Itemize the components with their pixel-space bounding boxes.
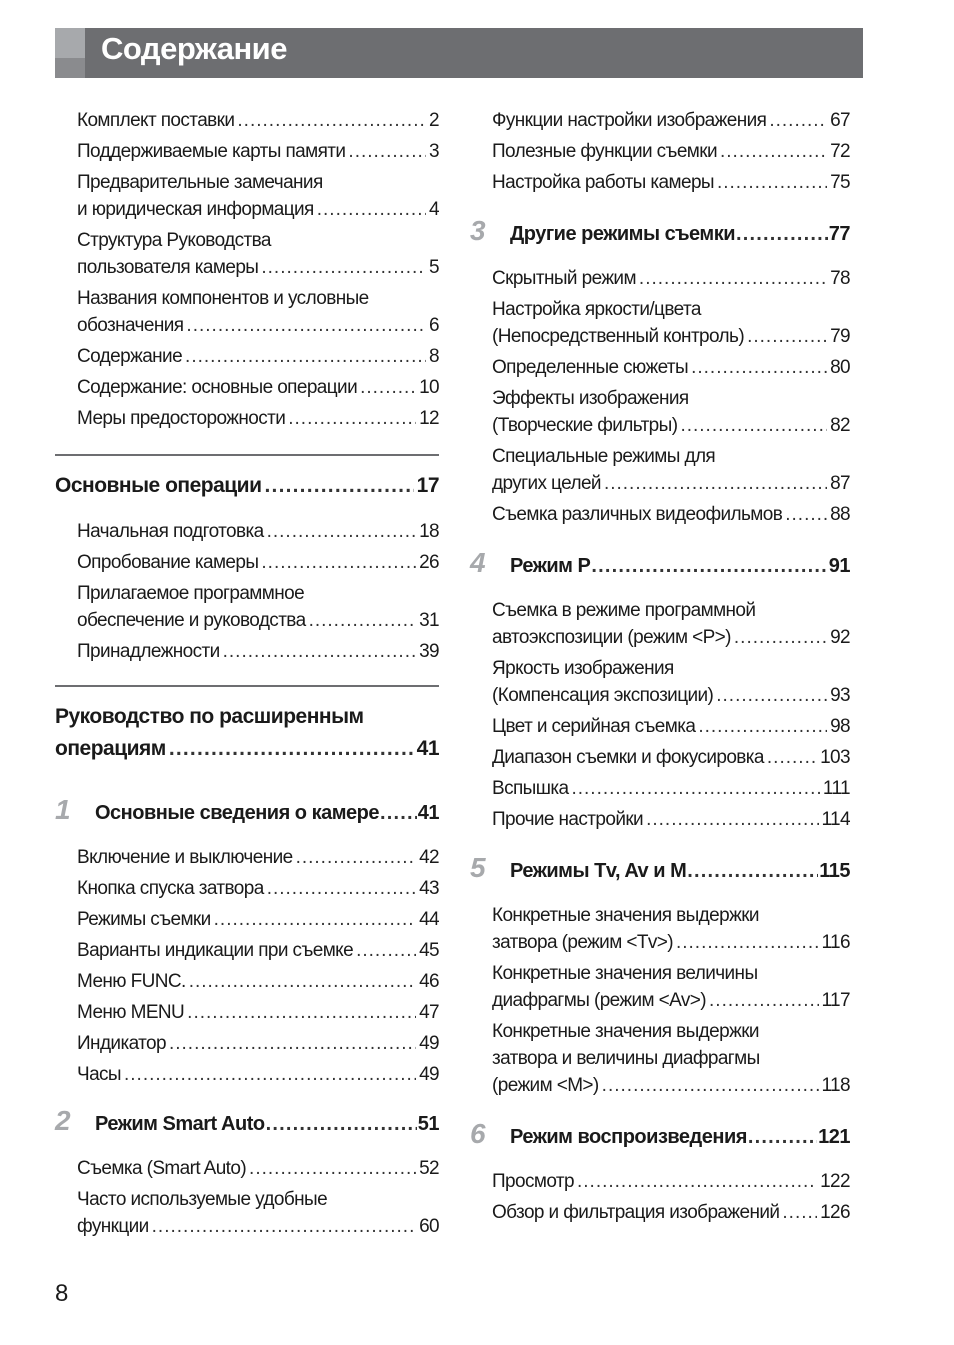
toc-entry-page: 46 [419,971,439,992]
toc-entry-text: Режимы съемки [77,909,211,930]
title-bar [55,28,863,78]
toc-entry-row [492,987,850,1014]
chapter-title: Режимы Tv, Av и M [510,860,687,882]
chapter-title: Режим P [510,555,591,577]
chapter-entries [55,1153,439,1242]
toc-entry-page: 80 [830,357,850,378]
leader-dots [604,470,827,497]
toc-entry-text: Комплект поставки [77,110,235,131]
right-column [470,105,850,1228]
toc-entry[interactable] [492,595,850,653]
toc-entry-page: 10 [419,377,439,398]
leader-dots [261,254,426,281]
toc-entry-row [492,929,850,956]
leader-dots [309,607,417,634]
toc-entry-text: Съемка (Smart Auto) [77,1158,247,1179]
toc-entry[interactable] [492,383,850,441]
toc-entry-text: Опробование камеры [77,552,259,573]
leader-dots [691,354,827,381]
leader-dots [296,844,417,871]
toc-entry-page: 39 [419,641,439,662]
toc-entry-page: 49 [419,1064,439,1085]
leader-dots [237,107,426,134]
chapter-heading[interactable] [55,1106,439,1139]
toc-entry-text: Начальная подготовка [77,521,264,542]
section-title: Основные операции [55,474,262,497]
toc-entry[interactable] [77,1059,439,1090]
toc-entry-page: 118 [821,1075,850,1096]
toc-entry-text: (Непосредственный контроль) [492,326,745,347]
toc-entry-row [492,354,850,381]
toc-entry-row [77,875,439,902]
leader-dots [189,968,416,995]
toc-entry[interactable] [492,804,850,835]
section-basic-operations[interactable] [55,470,439,502]
toc-entry-page: 122 [820,1171,850,1192]
chapter-page: 41 [417,802,439,824]
leader-dots [380,798,417,828]
toc-entry-row [492,107,850,134]
toc-entry-page: 116 [821,932,850,953]
toc-entry-text: (Творческие фильтры) [492,415,678,436]
chapter-heading[interactable] [470,216,850,249]
toc-entry-text: Меры предосторожности [77,408,286,429]
leader-dots [591,551,827,581]
toc-entry-page: 3 [429,141,439,162]
toc-entry-text: затвора (режим <Tv>) [492,932,673,953]
chapter-page: 115 [819,860,850,882]
intro-list [470,105,850,198]
toc-entry-page: 2 [429,110,439,131]
toc-entry-row [77,937,439,964]
toc-entry-page: 72 [830,141,850,162]
chapter-number: 5 [470,852,486,883]
toc-entry-page: 92 [830,627,850,648]
toc-entry[interactable] [77,403,439,434]
toc-entry-text: затвора и величины диафрагмы [492,1048,760,1069]
toc-entry-row [77,999,439,1026]
chapter-4 [470,548,850,835]
leader-dots [169,733,414,765]
toc-entry-page: 44 [419,909,439,930]
toc-entry-row [492,1199,850,1226]
leader-dots [577,1168,817,1195]
toc-entry[interactable] [492,294,850,352]
toc-entry[interactable] [77,136,439,167]
toc-entry[interactable] [77,842,439,873]
chapter-page: 77 [828,223,850,245]
intro-list [55,105,439,434]
toc-entry[interactable] [77,904,439,935]
chapter-3 [470,216,850,530]
toc-entry[interactable] [492,441,850,499]
leader-dots [736,219,828,249]
leader-dots [676,929,819,956]
leader-dots [267,875,416,902]
chapter-6 [470,1119,850,1228]
toc-entry[interactable] [492,352,850,383]
leader-dots [169,1030,416,1057]
toc-entry-row [492,1168,850,1195]
chapter-heading[interactable] [470,548,850,581]
toc-entry-text: Часто используемые удобные [77,1189,328,1210]
chapter-page: 121 [818,1126,850,1148]
left-column [55,105,439,1242]
toc-entry[interactable] [77,341,439,372]
toc-entry-page: 43 [419,878,439,899]
toc-entry-text: Просмотр [492,1171,574,1192]
leader-dots [185,343,426,370]
toc-entry-page: 42 [419,847,439,868]
toc-entry-row [77,405,439,432]
leader-dots [769,107,827,134]
toc-entry-text: Конкретные значения выдержки [492,905,759,926]
toc-entry-page: 126 [820,1202,850,1223]
toc-entry-text: автоэкспозиции (режим <P>) [492,627,731,648]
toc-entry[interactable] [77,225,439,283]
toc-entry-row [77,906,439,933]
toc-entry-page: 47 [419,1002,439,1023]
toc-entry[interactable] [492,711,850,742]
leader-dots [267,518,416,545]
leader-dots [317,196,426,223]
toc-entry-text: Вспышка [492,778,569,799]
chapter-5 [470,853,850,1101]
toc-entry-row [77,1155,439,1182]
toc-entry-text: Настройка работы камеры [492,172,714,193]
toc-entry[interactable] [492,1166,850,1197]
toc-entry-row [492,1072,850,1099]
toc-entry-row [492,412,850,439]
toc-entry-page: 93 [830,685,850,706]
toc-entry[interactable] [77,167,439,225]
leader-dots [782,1199,817,1226]
toc-entry-text: Съемка в режиме программной [492,600,756,621]
leader-dots [187,999,416,1026]
toc-entry-row [492,265,850,292]
chapter-title: Режим воспроизведения [510,1126,747,1148]
chapter-heading[interactable] [470,1119,850,1152]
toc-entry-text: Принадлежности [77,641,220,662]
toc-entry-row [77,549,439,576]
toc-entry-text: Полезные функции съемки [492,141,717,162]
toc-entry-text: Содержание [77,346,183,367]
toc-entry[interactable] [492,958,850,1016]
toc-entry[interactable] [77,966,439,997]
toc-entry-text: Обзор и фильтрация изображений [492,1202,780,1223]
toc-entry-row [77,374,439,401]
toc-entry-row [77,844,439,871]
leader-dots [356,937,416,964]
leader-dots [709,987,818,1014]
toc-entry-page: 18 [419,521,439,542]
toc-entry-row [77,343,439,370]
toc-entry[interactable] [77,578,439,636]
toc-entry[interactable] [492,105,850,136]
leader-dots [748,1122,817,1152]
toc-entry[interactable] [77,873,439,904]
toc-entry-row [492,169,850,196]
toc-entry-text: Меню FUNC. [77,971,186,992]
leader-dots [265,470,414,502]
toc-entry[interactable] [492,136,850,167]
toc-entry[interactable] [77,1184,439,1242]
chapter-page: 51 [417,1113,439,1135]
chapter-entries [55,842,439,1090]
toc-entry-page: 6 [429,315,439,336]
leader-dots [249,1155,416,1182]
toc-entry-page: 103 [820,747,850,768]
toc-entry-page: 111 [822,778,850,799]
page-number: 8 [55,1280,69,1307]
toc-entry[interactable] [77,935,439,966]
toc-entry-text: пользователя камеры [77,257,259,278]
toc-entry-text: обозначения [77,315,184,336]
toc-entry-page: 75 [830,172,850,193]
toc-entry-row [77,107,439,134]
toc-entry-text: Съемка различных видеофильмов [492,504,783,525]
leader-dots [214,906,416,933]
toc-entry-row [492,775,850,802]
section-title-line: операциям [55,737,166,760]
chapter-heading[interactable] [55,795,439,828]
toc-entry-row [77,638,439,665]
toc-entry-text: Меню MENU [77,1002,185,1023]
leader-dots [646,806,818,833]
toc-entry[interactable] [492,1197,850,1228]
leader-dots [261,549,416,576]
leader-dots [687,856,818,886]
leader-dots [720,138,827,165]
section-title-line: Руководство по расширенным [55,705,364,728]
chapter-entries [470,263,850,530]
toc-entry-page: 88 [830,504,850,525]
toc-entry-page: 78 [830,268,850,289]
toc-entry-text: Поддерживаемые карты памяти [77,141,346,162]
toc-entry[interactable] [77,283,439,341]
leader-dots [698,713,827,740]
leader-dots [124,1061,416,1088]
toc-entry-text: Конкретные значения выдержки [492,1021,759,1042]
toc-entry-row [492,744,850,771]
toc-entry-row [492,624,850,651]
toc-entry-page: 45 [419,940,439,961]
leader-dots [767,744,817,771]
chapter-title: Другие режимы съемки [510,223,736,245]
toc-entry-row [492,138,850,165]
toc-entry[interactable] [492,653,850,711]
leader-dots [571,775,819,802]
toc-entry-page: 67 [830,110,850,131]
toc-entry[interactable] [492,742,850,773]
toc-entry-row [492,470,850,497]
toc-entry-row [77,196,439,223]
toc-entry-page: 4 [429,199,439,220]
title-square-decoration [55,28,85,58]
toc-entry[interactable] [77,1028,439,1059]
basic-operations-list [55,516,439,667]
toc-entry-text: Варианты индикации при съемке [77,940,354,961]
toc-entry-page: 31 [419,610,439,631]
toc-entry-text: Предварительные замечания [77,172,323,193]
toc-entry-page: 82 [830,415,850,436]
toc-entry-text: Индикатор [77,1033,166,1054]
toc-entry-text: Прилагаемое программное [77,583,305,604]
leader-dots [716,682,827,709]
toc-entry-row [77,138,439,165]
chapter-number: 4 [470,547,486,578]
toc-entry-page: 117 [821,990,850,1011]
toc-entry-page: 8 [429,346,439,367]
toc-entry-text: Конкретные значения величины [492,963,758,984]
toc-entry-text: Названия компонентов и условные [77,288,369,309]
leader-dots [680,412,827,439]
toc-entry-page: 98 [830,716,850,737]
toc-entry-row [492,323,850,350]
toc-entry-row [492,806,850,833]
toc-entry-row [492,501,850,528]
toc-entry-row [77,518,439,545]
toc-entry-page: 114 [821,809,850,830]
chapter-title: Основные сведения о камере [95,802,379,824]
toc-entry-page: 49 [419,1033,439,1054]
toc-entry-row [77,312,439,339]
toc-entry[interactable] [492,773,850,804]
toc-entry[interactable] [77,547,439,578]
toc-entry-row [77,254,439,281]
chapter-page: 91 [828,555,850,577]
chapter-2 [55,1106,439,1242]
leader-dots [785,501,827,528]
toc-entry[interactable] [77,997,439,1028]
toc-entry[interactable] [492,499,850,530]
title-square-shadow [55,58,85,78]
leader-dots [348,138,426,165]
chapter-entries [470,595,850,835]
toc-entry-text: Функции настройки изображения [492,110,767,131]
leader-dots [747,323,827,350]
chapter-entries [470,1166,850,1228]
toc-entry[interactable] [492,167,850,198]
toc-entry-text: других целей [492,473,601,494]
toc-entry-text: Структура Руководства [77,230,271,251]
toc-entry-page: 12 [419,408,439,429]
toc-entry-row [77,1061,439,1088]
leader-dots [186,312,426,339]
toc-entry-page: 52 [419,1158,439,1179]
toc-entry-text: Специальные режимы для [492,446,716,467]
toc-entry[interactable] [492,1016,850,1101]
toc-entry[interactable] [77,372,439,403]
toc-entry-text: Включение и выключение [77,847,293,868]
chapter-title: Режим Smart Auto [95,1113,265,1135]
toc-entry-text: (Компенсация экспозиции) [492,685,714,706]
chapter-1 [55,795,439,1090]
chapter-heading[interactable] [470,853,850,886]
toc-entry-text: Яркость изображения [492,658,674,679]
toc-entry-text: функции [77,1216,149,1237]
leader-dots [602,1072,819,1099]
leader-dots [717,169,827,196]
toc-entry[interactable] [77,636,439,667]
toc-entry[interactable] [77,1153,439,1184]
leader-dots [266,1109,417,1139]
toc-entry-page: 60 [419,1216,439,1237]
toc-entry-text: Прочие настройки [492,809,644,830]
leader-dots [152,1213,416,1240]
leader-dots [360,374,416,401]
toc-entry-page: 26 [419,552,439,573]
toc-entry-text: Кнопка спуска затвора [77,878,264,899]
toc-entry-text: Содержание: основные операции [77,377,358,398]
section-advanced-operations[interactable] [55,701,439,765]
toc-entry[interactable] [492,900,850,958]
chapter-entries [470,900,850,1101]
toc-entry-text: и юридическая информация [77,199,314,220]
leader-dots [223,638,416,665]
section-page: 17 [416,474,439,497]
toc-entry-text: диафрагмы (режим <Av>) [492,990,707,1011]
toc-entry-text: Настройка яркости/цвета [492,299,701,320]
toc-entry[interactable] [77,105,439,136]
leader-dots [639,265,827,292]
section-page: 41 [416,737,439,760]
toc-entry-row [77,1030,439,1057]
toc-entry-text: Эффекты изображения [492,388,689,409]
chapter-number: 6 [470,1118,486,1149]
toc-entry-page: 87 [830,473,850,494]
leader-dots [288,405,416,432]
toc-entry-row [492,713,850,740]
chapter-number: 3 [470,215,486,246]
toc-entry-row [77,607,439,634]
toc-entry-text: Скрытный режим [492,268,636,289]
toc-entry-text: Цвет и серийная съемка [492,716,696,737]
toc-entry-text: Диапазон съемки и фокусировка [492,747,764,768]
toc-entry-text: (режим <M>) [492,1075,599,1096]
toc-entry-row [77,1213,439,1240]
toc-entry-page: 5 [429,257,439,278]
toc-entry[interactable] [492,263,850,294]
chapter-number: 1 [55,794,71,825]
toc-entry-page: 79 [830,326,850,347]
chapter-number: 2 [55,1105,71,1136]
page-title: Содержание [101,31,287,66]
leader-dots [734,624,827,651]
toc-entry-text: обеспечение и руководства [77,610,306,631]
toc-entry-row [492,682,850,709]
toc-entry-row [77,968,439,995]
toc-entry[interactable] [77,516,439,547]
toc-entry-text: Определенные сюжеты [492,357,689,378]
toc-entry-text: Часы [77,1064,121,1085]
